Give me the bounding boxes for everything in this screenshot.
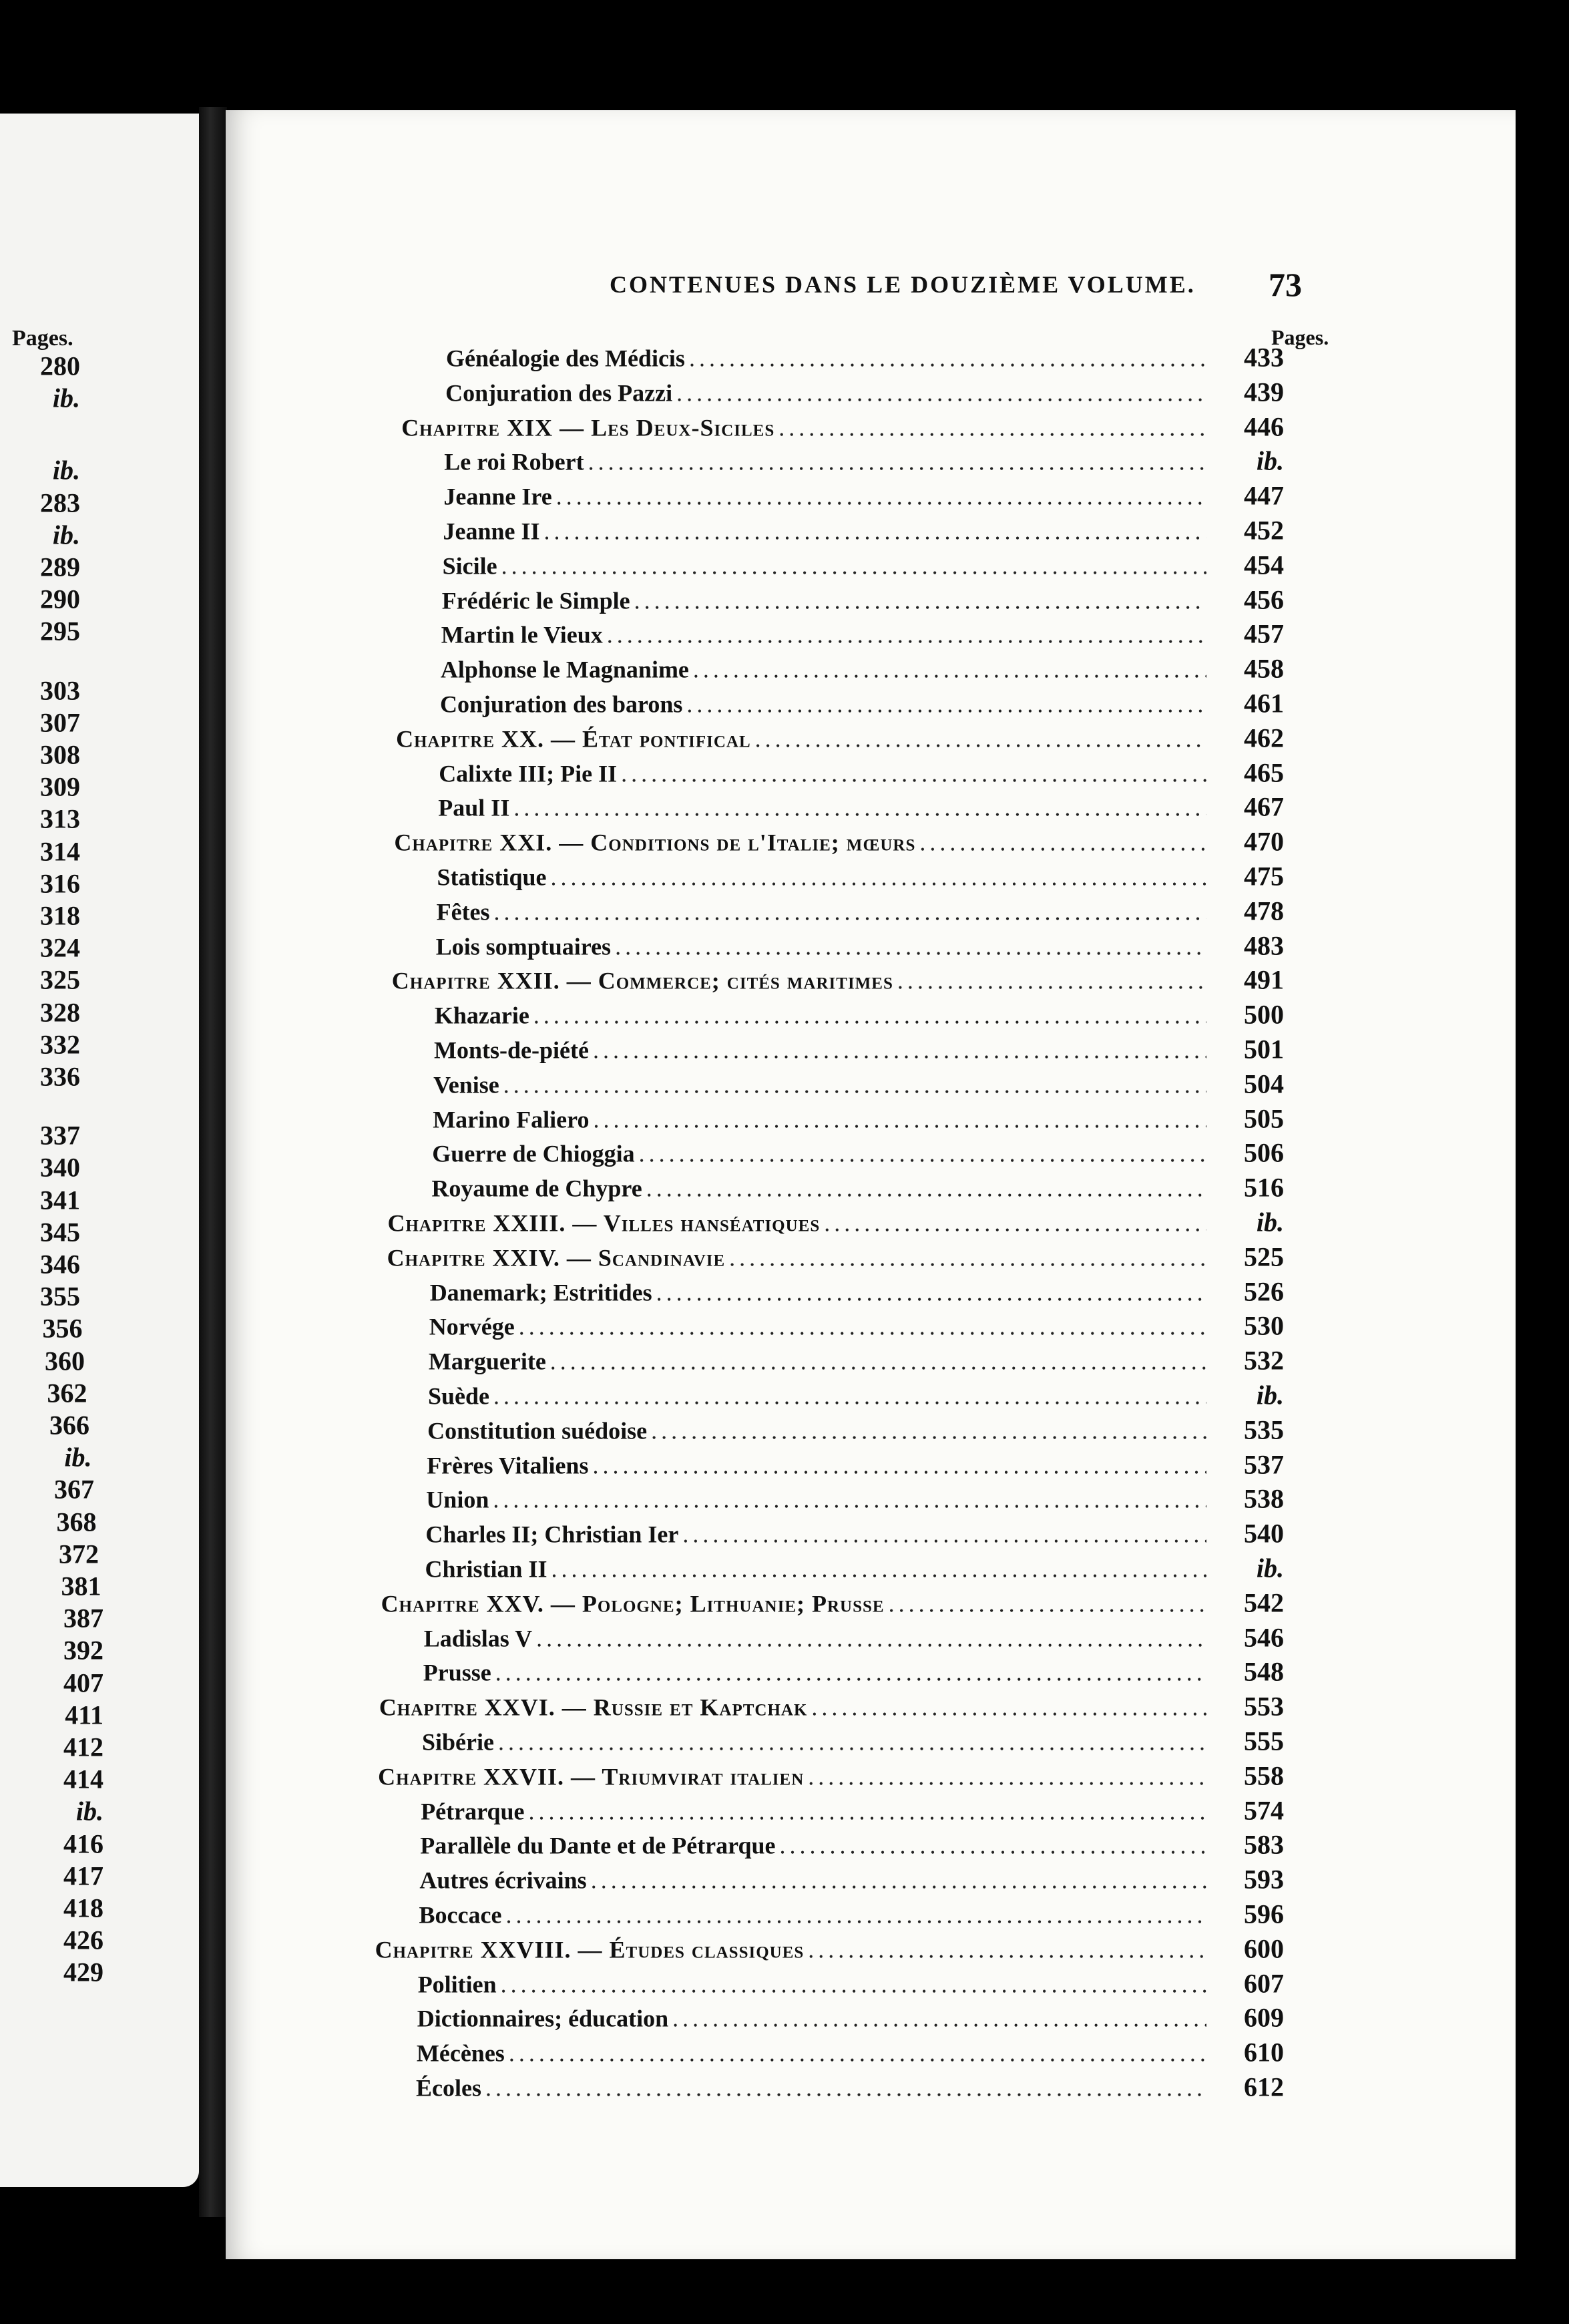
toc-entry-page: 555 bbox=[1244, 1726, 1284, 1756]
left-page-number: 309 bbox=[40, 771, 80, 802]
toc-entry-page: 501 bbox=[1244, 1034, 1284, 1064]
leader-dots bbox=[634, 586, 1206, 614]
left-page-number: 366 bbox=[49, 1410, 89, 1440]
toc-entry-row bbox=[439, 757, 1284, 788]
leader-dots bbox=[551, 863, 1206, 892]
toc-entry-label: Royaume de Chypre bbox=[431, 1175, 642, 1202]
left-page-number: ib. bbox=[52, 383, 80, 413]
toc-entry-page: 454 bbox=[1243, 550, 1284, 580]
toc-entry-label: Conjuration des barons bbox=[440, 691, 683, 718]
leader-dots bbox=[672, 2005, 1206, 2033]
toc-chapter-row bbox=[381, 1587, 1284, 1618]
toc-entry-label: Danemark; Estritides bbox=[429, 1279, 652, 1306]
toc-list bbox=[226, 110, 1516, 2259]
toc-entry-row bbox=[442, 584, 1284, 615]
toc-chapter-row bbox=[388, 1207, 1285, 1238]
toc-entry-page: 458 bbox=[1243, 653, 1284, 684]
toc-entry-page: 526 bbox=[1243, 1276, 1284, 1307]
leader-dots bbox=[615, 932, 1206, 960]
leader-dots bbox=[592, 1451, 1206, 1479]
toc-entry-page: 542 bbox=[1243, 1587, 1284, 1618]
left-page-number: 346 bbox=[40, 1249, 80, 1280]
toc-entry-page: 609 bbox=[1243, 2002, 1284, 2033]
toc-entry-page: 540 bbox=[1243, 1518, 1284, 1549]
toc-entry-label: Christian II bbox=[425, 1555, 547, 1583]
toc-entry-page: 516 bbox=[1243, 1172, 1284, 1203]
toc-entry-label: Jeanne Ire bbox=[443, 483, 552, 510]
toc-entry-page: 600 bbox=[1243, 1933, 1284, 1964]
left-page-number: 411 bbox=[65, 1700, 103, 1730]
leader-dots bbox=[556, 483, 1206, 511]
page-number: 73 bbox=[1269, 266, 1302, 303]
leader-dots bbox=[656, 1278, 1206, 1306]
toc-entry-page: 462 bbox=[1243, 723, 1284, 753]
toc-chapter-row bbox=[401, 411, 1284, 442]
toc-entry-row bbox=[429, 1310, 1284, 1342]
toc-entry-page: 433 bbox=[1244, 342, 1284, 373]
toc-entry-label: Paul II bbox=[438, 794, 510, 821]
toc-entry-row bbox=[420, 1829, 1284, 1861]
left-pages-label: Pages. bbox=[12, 326, 73, 351]
toc-entry-row bbox=[433, 1068, 1284, 1099]
leader-dots bbox=[494, 898, 1206, 926]
toc-chapter-row bbox=[375, 1933, 1284, 1964]
toc-entry-label: Chapitre XXVIII. — Études classiques bbox=[375, 1936, 805, 1963]
leader-dots bbox=[513, 794, 1206, 822]
left-page-number: ib. bbox=[75, 1796, 103, 1826]
toc-entry-row bbox=[430, 1276, 1284, 1307]
leader-dots bbox=[780, 1832, 1206, 1860]
left-page-numbers bbox=[0, 114, 103, 2187]
toc-entry-label: Alphonse le Magnanime bbox=[440, 656, 689, 683]
leader-dots bbox=[550, 1348, 1206, 1376]
leader-dots bbox=[824, 1209, 1206, 1237]
leader-dots bbox=[509, 2040, 1206, 2068]
toc-entry-label: Mécènes bbox=[416, 2040, 505, 2067]
toc-entry-page: 504 bbox=[1243, 1069, 1284, 1099]
toc-entry-label: Venise bbox=[433, 1071, 499, 1099]
toc-chapter-row bbox=[394, 826, 1284, 857]
toc-entry-label: Chapitre XXVI. — Russie et Kaptchak bbox=[379, 1694, 808, 1721]
toc-entry-row bbox=[419, 1864, 1284, 1895]
toc-entry-page: 506 bbox=[1243, 1137, 1284, 1168]
toc-entry-page: 461 bbox=[1244, 688, 1284, 719]
toc-entry-page: 467 bbox=[1243, 791, 1284, 822]
toc-entry-row bbox=[434, 1034, 1284, 1065]
leader-dots bbox=[676, 379, 1206, 407]
left-page-number: 372 bbox=[59, 1539, 99, 1569]
leader-dots bbox=[588, 448, 1206, 476]
toc-entry-row bbox=[426, 1483, 1284, 1515]
toc-entry-row bbox=[432, 1137, 1284, 1169]
left-page-number: 417 bbox=[63, 1861, 103, 1891]
toc-entry-label: Boccace bbox=[419, 1901, 502, 1929]
left-page-number: 307 bbox=[40, 707, 80, 738]
left-page-number: 283 bbox=[40, 488, 80, 518]
toc-entry-row bbox=[440, 688, 1284, 719]
toc-entry-label: Charles II; Christian Ier bbox=[425, 1521, 679, 1548]
left-page-number: 412 bbox=[63, 1732, 103, 1762]
leader-dots bbox=[755, 725, 1206, 753]
leader-dots bbox=[493, 1382, 1206, 1410]
toc-entry-label: Sicile bbox=[442, 552, 497, 580]
toc-entry-page: 535 bbox=[1243, 1414, 1284, 1445]
toc-chapter-row bbox=[379, 1691, 1284, 1722]
leader-dots bbox=[889, 1589, 1206, 1617]
toc-entry-label: Fêtes bbox=[436, 898, 490, 926]
toc-entry-label: Constitution suédoise bbox=[427, 1417, 648, 1444]
toc-entry-page: ib. bbox=[1256, 1380, 1284, 1410]
toc-entry-row bbox=[438, 791, 1284, 823]
toc-entry-page: 596 bbox=[1244, 1899, 1284, 1929]
toc-entry-page: 548 bbox=[1243, 1656, 1284, 1687]
toc-entry-label: Marino Faliero bbox=[433, 1106, 590, 1133]
left-page-number: 355 bbox=[40, 1281, 80, 1312]
toc-entry-row bbox=[437, 895, 1284, 926]
leader-dots bbox=[729, 1243, 1206, 1272]
left-page-number: 308 bbox=[40, 739, 80, 770]
toc-entry-label: Conjuration des Pazzi bbox=[445, 379, 673, 407]
toc-entry-row bbox=[443, 480, 1284, 512]
toc-entry-page: 607 bbox=[1243, 1968, 1284, 1999]
book-gutter bbox=[199, 107, 227, 2217]
toc-entry-page: 553 bbox=[1243, 1691, 1284, 1722]
toc-entry-row bbox=[443, 549, 1284, 580]
leader-dots bbox=[495, 1659, 1206, 1687]
toc-entry-page: 530 bbox=[1243, 1310, 1284, 1341]
toc-entry-row bbox=[418, 1967, 1284, 1999]
toc-entry-label: Union bbox=[426, 1486, 489, 1513]
toc-entry-page: 583 bbox=[1243, 1829, 1284, 1860]
left-page-number: 345 bbox=[40, 1217, 80, 1247]
toc-entry-page: 538 bbox=[1243, 1483, 1284, 1514]
leader-dots bbox=[646, 1175, 1206, 1203]
toc-entry-page: 475 bbox=[1244, 861, 1284, 892]
left-page-number: 313 bbox=[40, 803, 80, 834]
toc-entry-row bbox=[441, 653, 1284, 685]
left-page-number: 325 bbox=[40, 964, 80, 995]
toc-entry-page: 546 bbox=[1243, 1622, 1284, 1653]
toc-entry-label: Chapitre XXI. — Conditions de l'Italie; mœurs bbox=[394, 829, 916, 856]
toc-entry-row bbox=[423, 1656, 1284, 1688]
leader-dots bbox=[693, 656, 1206, 684]
toc-entry-label: Frédéric le Simple bbox=[441, 587, 630, 614]
leader-dots bbox=[528, 1797, 1206, 1825]
toc-entry-row bbox=[427, 1414, 1284, 1445]
left-page-number: 337 bbox=[40, 1120, 80, 1151]
left-page-number: ib. bbox=[52, 455, 80, 486]
leader-dots bbox=[493, 1486, 1206, 1514]
toc-entry-page: 525 bbox=[1243, 1241, 1284, 1272]
leader-dots bbox=[536, 1624, 1206, 1652]
leader-dots bbox=[503, 1071, 1206, 1099]
toc-entry-row bbox=[429, 1345, 1284, 1376]
leader-dots bbox=[505, 1901, 1206, 1929]
toc-entry-page: 558 bbox=[1243, 1760, 1284, 1791]
toc-entry-label: Écoles bbox=[416, 2074, 481, 2102]
toc-entry-row bbox=[421, 1794, 1284, 1826]
toc-entry-row bbox=[436, 930, 1284, 961]
toc-entry-label: Calixte III; Pie II bbox=[439, 760, 618, 787]
toc-entry-page: 457 bbox=[1243, 618, 1284, 649]
toc-chapter-row bbox=[392, 964, 1284, 996]
pages-column-label: Pages. bbox=[1271, 325, 1329, 349]
left-page-number: 381 bbox=[61, 1571, 101, 1601]
left-page-number: 356 bbox=[42, 1313, 83, 1344]
left-page-number: 295 bbox=[40, 616, 80, 646]
toc-entry-row bbox=[424, 1621, 1284, 1653]
left-page-number: 289 bbox=[40, 552, 80, 582]
toc-entry-label: Chapitre XXV. — Pologne; Lithuanie; Prusse bbox=[381, 1590, 885, 1617]
left-page-number: 290 bbox=[40, 584, 80, 614]
leader-dots bbox=[501, 1970, 1206, 1998]
toc-entry-page: 478 bbox=[1243, 896, 1284, 926]
toc-entry-label: Parallèle du Dante et de Pétrarque bbox=[420, 1832, 776, 1859]
toc-entry-label: Chapitre XIX — Les Deux-Siciles bbox=[401, 414, 775, 441]
leader-dots bbox=[639, 1140, 1206, 1168]
toc-entry-label: Martin le Vieux bbox=[441, 621, 603, 648]
left-page bbox=[0, 114, 199, 2187]
toc-entry-row bbox=[416, 2072, 1284, 2103]
toc-entry-page: 574 bbox=[1243, 1795, 1284, 1826]
left-page-number: 392 bbox=[63, 1635, 103, 1666]
toc-entry-page: 447 bbox=[1243, 480, 1284, 511]
toc-entry-label: Statistique bbox=[437, 863, 547, 891]
toc-entry-row bbox=[417, 2037, 1284, 2068]
toc-entry-page: 456 bbox=[1243, 584, 1284, 615]
leader-dots bbox=[651, 1416, 1206, 1444]
left-page-number: 360 bbox=[45, 1346, 85, 1376]
toc-entry-label: Lois somptuaires bbox=[435, 933, 612, 960]
leader-dots bbox=[501, 552, 1206, 580]
toc-entry-label: Suède bbox=[428, 1382, 490, 1410]
left-page-number: 416 bbox=[63, 1828, 103, 1859]
toc-entry-label: Jeanne II bbox=[443, 518, 540, 545]
toc-entry-page: ib. bbox=[1256, 1207, 1284, 1237]
leader-dots bbox=[498, 1728, 1206, 1756]
leader-dots bbox=[897, 967, 1206, 995]
toc-entry-row bbox=[446, 342, 1284, 373]
toc-entry-label: Guerre de Chioggia bbox=[432, 1140, 635, 1167]
left-page-number: 367 bbox=[54, 1474, 94, 1505]
toc-entry-page: 505 bbox=[1243, 1103, 1284, 1134]
left-page-number: 318 bbox=[40, 900, 80, 931]
toc-entry-label: Ladislas V bbox=[423, 1625, 533, 1652]
left-page-number: 429 bbox=[63, 1957, 103, 1987]
toc-entry-page: 593 bbox=[1243, 1864, 1284, 1895]
toc-entry-row bbox=[445, 376, 1284, 407]
toc-entry-page: 439 bbox=[1243, 377, 1284, 407]
toc-entry-row bbox=[422, 1726, 1284, 1757]
toc-entry-page: 491 bbox=[1243, 964, 1284, 995]
toc-entry-page: 483 bbox=[1243, 930, 1284, 961]
left-page-number: 316 bbox=[40, 868, 80, 899]
toc-entry-label: Khazarie bbox=[434, 1002, 529, 1029]
toc-chapter-row bbox=[396, 722, 1284, 753]
left-page-number: 418 bbox=[63, 1893, 103, 1923]
toc-entry-label: Chapitre XXIII. — Villes hanséatiques bbox=[387, 1209, 821, 1237]
left-page-number: 426 bbox=[63, 1925, 103, 1955]
leader-dots bbox=[593, 1036, 1206, 1064]
toc-entry-row bbox=[437, 861, 1285, 892]
leader-dots bbox=[689, 345, 1206, 373]
left-page-number: 407 bbox=[63, 1668, 103, 1698]
toc-entry-label: Monts-de-piété bbox=[434, 1036, 589, 1064]
toc-entry-label: Autres écrivains bbox=[419, 1867, 587, 1894]
toc-entry-page: 446 bbox=[1243, 411, 1284, 442]
toc-entry-label: Frères Vitaliens bbox=[427, 1452, 589, 1479]
toc-entry-page: 532 bbox=[1243, 1345, 1284, 1376]
right-page bbox=[226, 110, 1516, 2259]
leader-dots bbox=[591, 1867, 1206, 1895]
toc-entry-row bbox=[425, 1518, 1284, 1549]
toc-entry-label: Chapitre XX. — État pontifical bbox=[396, 725, 751, 753]
leader-dots bbox=[808, 1762, 1206, 1790]
toc-chapter-row bbox=[378, 1760, 1284, 1791]
toc-entry-label: Norvége bbox=[429, 1313, 515, 1340]
leader-dots bbox=[593, 1105, 1206, 1133]
leader-dots bbox=[533, 1002, 1206, 1030]
leader-dots bbox=[682, 1521, 1206, 1549]
leader-dots bbox=[808, 1935, 1206, 1963]
left-page-number: 414 bbox=[63, 1764, 103, 1794]
toc-entry-label: Dictionnaires; éducation bbox=[417, 2005, 669, 2032]
left-page-number: 362 bbox=[47, 1378, 87, 1408]
leader-dots bbox=[544, 518, 1206, 546]
toc-entry-row bbox=[431, 1172, 1284, 1203]
leader-dots bbox=[811, 1694, 1206, 1722]
toc-entry-label: Chapitre XXII. — Commerce; cités maritimes bbox=[391, 967, 893, 994]
leader-dots bbox=[686, 691, 1206, 719]
toc-entry-page: 500 bbox=[1243, 999, 1284, 1030]
toc-entry-page: 612 bbox=[1244, 2072, 1284, 2102]
leader-dots bbox=[485, 2074, 1206, 2102]
left-page-number: 314 bbox=[40, 836, 80, 867]
left-page-number: ib. bbox=[52, 520, 80, 550]
leader-dots bbox=[621, 759, 1206, 787]
left-page-number: 341 bbox=[40, 1185, 80, 1215]
toc-entry-page: ib. bbox=[1256, 445, 1284, 476]
toc-entry-page: ib. bbox=[1256, 1553, 1284, 1583]
toc-entry-label: Pétrarque bbox=[421, 1798, 525, 1825]
toc-entry-row bbox=[435, 999, 1284, 1030]
toc-entry-page: 470 bbox=[1243, 826, 1284, 857]
leader-dots bbox=[919, 829, 1206, 857]
leader-dots bbox=[778, 413, 1206, 441]
leader-dots bbox=[519, 1313, 1206, 1341]
left-page-number: 303 bbox=[40, 675, 80, 706]
left-page-number: 336 bbox=[40, 1061, 80, 1092]
running-head: CONTENUES DANS LE DOUZIÈME VOLUME. bbox=[610, 271, 1196, 298]
left-page-number: 328 bbox=[40, 997, 80, 1028]
toc-entry-page: 465 bbox=[1243, 757, 1284, 788]
left-page-number: 324 bbox=[40, 932, 80, 963]
left-page-number: 340 bbox=[40, 1152, 80, 1183]
toc-entry-page: 610 bbox=[1243, 2037, 1284, 2068]
toc-entry-page: 452 bbox=[1244, 515, 1284, 546]
toc-entry-label: Prusse bbox=[423, 1659, 491, 1686]
toc-entry-row bbox=[433, 1103, 1284, 1134]
toc-entry-row bbox=[428, 1380, 1284, 1411]
left-page-number: 387 bbox=[63, 1603, 103, 1633]
toc-entry-row bbox=[419, 1899, 1285, 1930]
toc-chapter-row bbox=[387, 1241, 1284, 1272]
toc-entry-row bbox=[427, 1448, 1284, 1480]
toc-entry-row bbox=[417, 2002, 1284, 2034]
toc-entry-label: Le roi Robert bbox=[444, 448, 584, 475]
left-page-number: ib. bbox=[64, 1442, 92, 1473]
toc-entry-label: Marguerite bbox=[428, 1348, 546, 1375]
left-page-number: 368 bbox=[56, 1507, 97, 1537]
leader-dots bbox=[607, 621, 1206, 649]
toc-entry-page: 537 bbox=[1243, 1449, 1284, 1480]
toc-entry-label: Politien bbox=[417, 1971, 497, 1998]
leader-dots bbox=[551, 1555, 1206, 1583]
toc-entry-row bbox=[444, 445, 1284, 477]
toc-entry-row bbox=[443, 515, 1285, 546]
toc-entry-row bbox=[441, 618, 1284, 650]
toc-entry-label: Chapitre XXIV. — Scandinavie bbox=[387, 1244, 726, 1272]
left-page-number: 280 bbox=[40, 351, 80, 381]
toc-entry-label: Sibérie bbox=[422, 1728, 494, 1756]
left-page-number: 332 bbox=[40, 1029, 80, 1060]
toc-entry-label: Généalogie des Médicis bbox=[446, 345, 685, 372]
toc-entry-row bbox=[425, 1553, 1285, 1584]
toc-entry-label: Chapitre XXVII. — Triumvirat italien bbox=[378, 1763, 805, 1790]
